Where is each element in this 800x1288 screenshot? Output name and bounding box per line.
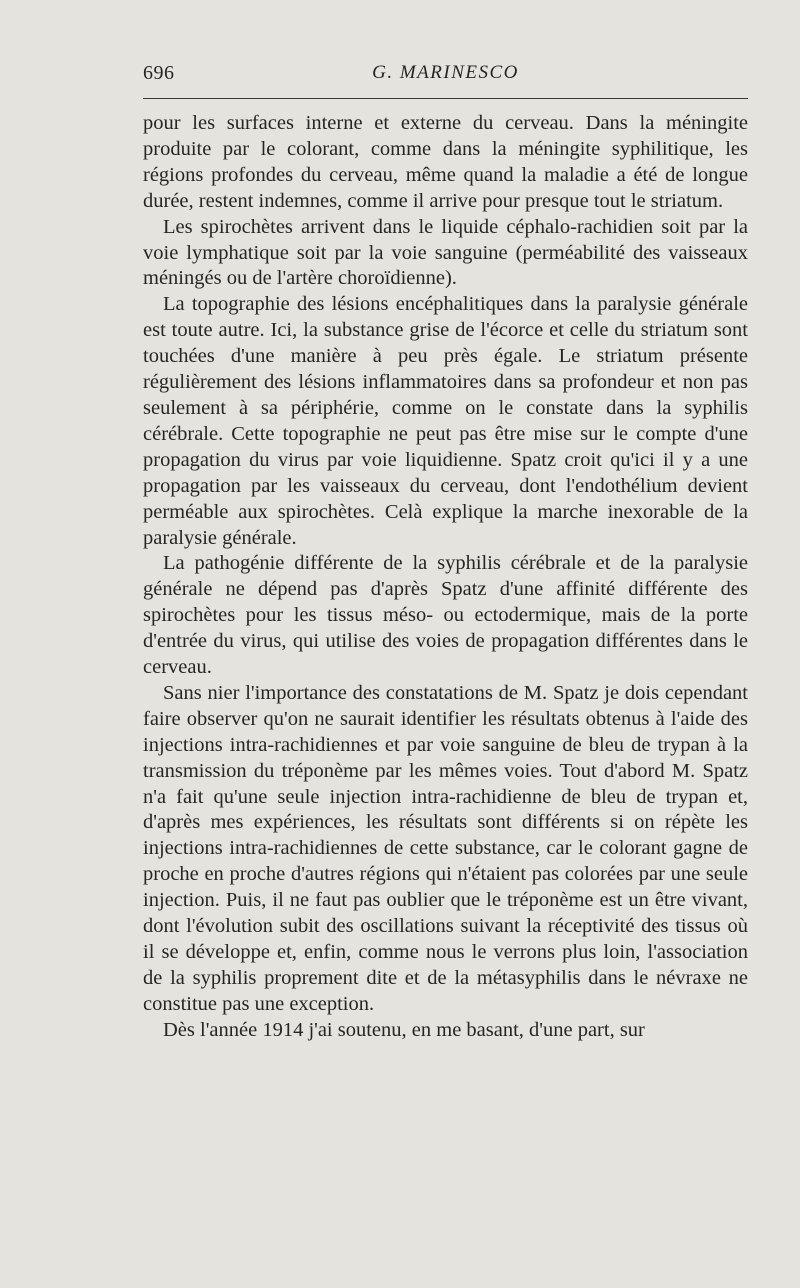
paragraph: Dès l'année 1914 j'ai soutenu, en me basant, d'une part, sur	[163, 1018, 645, 1041]
page-number: 696	[143, 62, 175, 84]
body-text	[143, 111, 748, 1044]
paragraph: Les spirochètes arrivent dans le liquide céphalo-rachidien soit par la voie lymphatique soit par la voie sanguine (perméabilité des vaisseaux méningés ou de l'artère choroïdienne).	[143, 215, 748, 290]
page-header	[143, 62, 748, 92]
paragraph: La topographie des lésions encéphalitiques dans la paralysie générale est toute autre. Ici, la substance grise de l'écorce et celle du striatum sont touchées d'une manière à peu près égale. Le striatum présente régulièrement des lésions inflammatoires dans sa profondeur et non pas seulement à sa périphérie, comme on le constate dans la syphilis cérébrale. Cette topographie ne peut pas être mise sur le compte d'une propagation du virus par voie liquidienne. Spatz croit qu'ici il y a une propagation par les vaisseaux du cerveau, dont l'endothélium devient perméable aux spirochètes. Celà explique la marche inexorable de la paralysie générale.	[143, 293, 748, 549]
paragraph: pour les surfaces interne et externe du cerveau. Dans la méningite produite par le colorant, comme dans la méningite syphilitique, les régions profondes du cerveau, même quand la maladie a été de longue durée, restent indemnes, comme il arrive pour presque tout le striatum.	[143, 112, 748, 212]
running-head: G. MARINESCO	[372, 62, 519, 83]
paragraph: Sans nier l'importance des constatations de M. Spatz je dois cependant faire observer qu'on ne saurait identifier les résultats obtenus à l'aide des injections intra-rachidiennes et par voie sanguine de bleu de trypan à la transmission du tréponème par les mêmes voies. Tout d'abord M. Spatz n'a fait qu'une seule injection intra-rachidienne de bleu de trypan et, d'après mes expériences, les résultats sont différents si on répète les injections intra-rachidiennes de cette substance, car le colorant gagne de proche en proche d'autres régions qui n'étaient pas colorées par une seule injection. Puis, il ne faut pas oublier que le tréponème est un être vivant, dont l'évolution subit des oscillations suivant la réceptivité des tissus où il se développe et, enfin, comme nous le verrons plus loin, l'association de la syphilis proprement dite et de la métasyphilis dans le névraxe ne constitue pas une exception.	[143, 681, 748, 1015]
header-rule	[143, 98, 748, 99]
paragraph: La pathogénie différente de la syphilis cérébrale et de la paralysie générale ne dépend pas d'après Spatz d'une affinité différente des spirochètes pour les tissus méso- ou ectodermique, mais de la porte d'entrée du virus, qui utilise des voies de propagation différentes dans le cerveau.	[143, 552, 748, 679]
